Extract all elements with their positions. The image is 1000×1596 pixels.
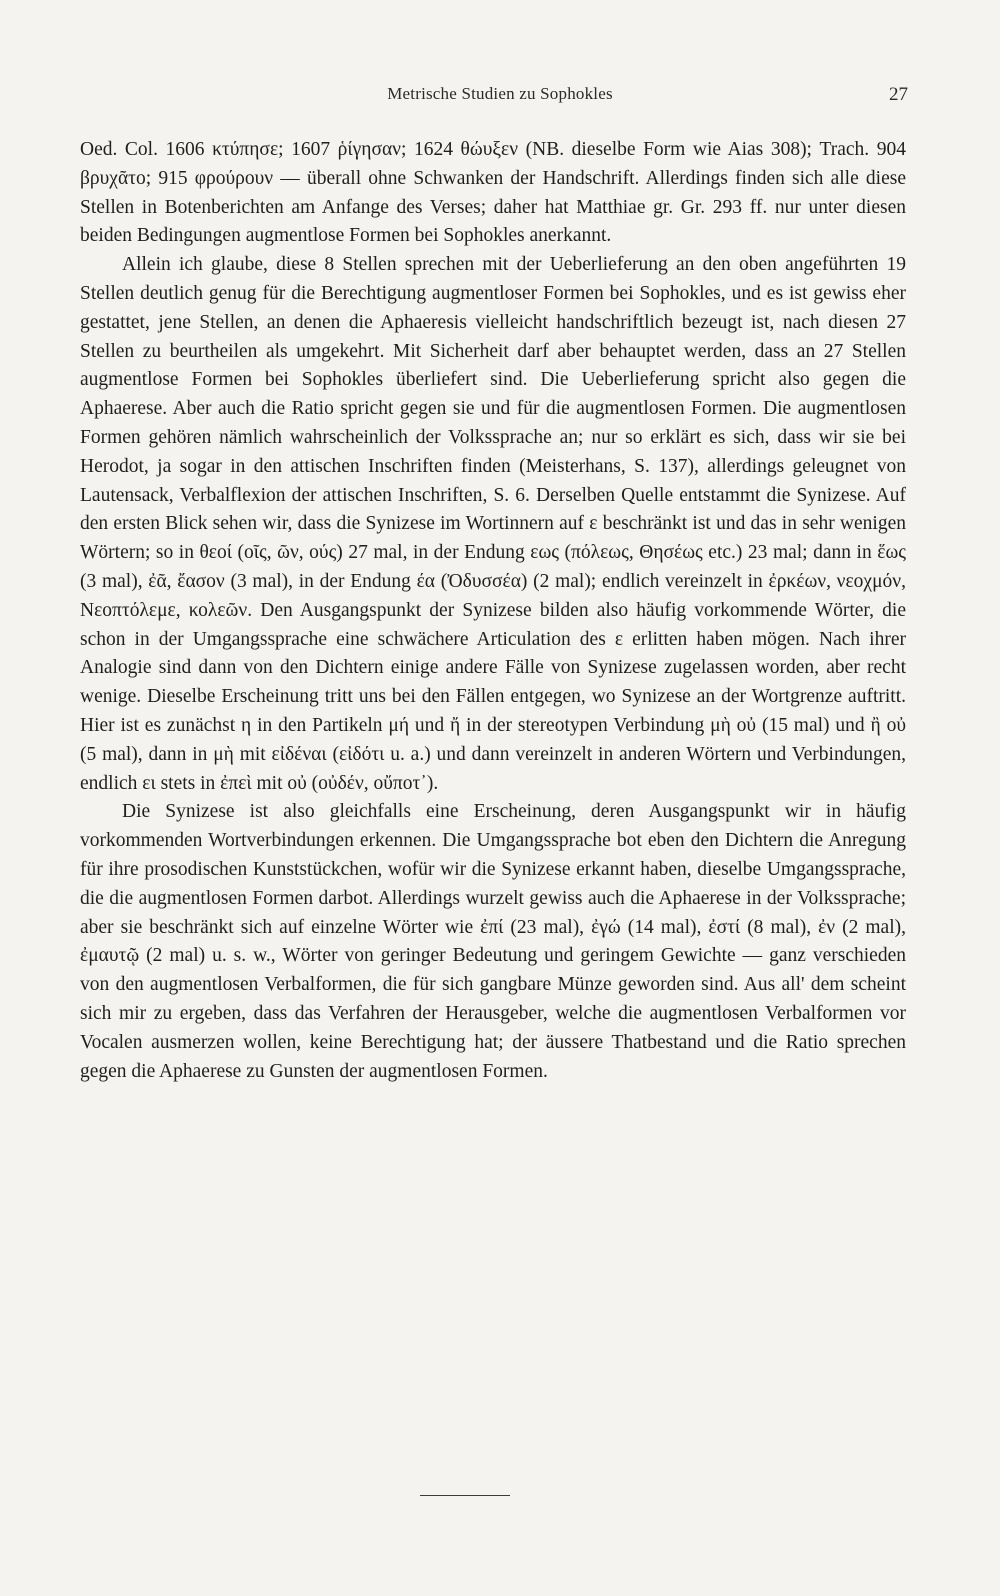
paragraph-1: Oed. Col. 1606 κτύπησε; 1607 ῥίγησαν; 1624 θώυξεν (NB. dieselbe Form wie Aias 308); Trach. 904 βρυχᾶτο; 915 φρούρουν — überall ohne Schwanken der Handschrift. Allerdings finden sich alle diese Stellen in Botenberichten am Anfange des Verses; daher hat Matthiae gr. Gr. 293 ff. nur unter diesen beiden Bedingungen augmentlose Formen bei Sophokles anerkannt. <box>80 139 906 247</box>
paragraph-3: Die Synizese ist also gleichfalls eine Erscheinung, deren Ausgangspunkt wir in häufig vorkommenden Wortverbindungen erkennen. Die Umgangssprache bot eben den Dichtern die Anregung für ihre prosodischen Kunststückchen, wofür wir die Synizese erkannt haben, dieselbe Umgangssprache, die die augmentlosen Formen darbot. Allerdings wurzelt gewiss auch die Aphaerese in der Volkssprache; aber sie beschränkt sich auf einzelne Wörter wie ἐπί (23 mal), ἐγώ (14 mal), ἐστί (8 mal), ἐν (2 mal), ἐμαυτῷ (2 mal) u. s. w., Wörter von geringer Bedeutung und geringem Gewichte — ganz verschieden von den augmentlosen Verbalformen, die für sich gangbare Münze geworden sind. Aus all' dem scheint sich mir zu ergeben, dass das Verfahren der Herausgeber, welche die augmentlosen Verbalformen vor Vocalen ausmerzen wollen, keine Berechtigung hat; der äussere Thatbestand und die Ratio sprechen gegen die Aphaerese zu Gunsten der augmentlosen Formen. <box>80 801 906 1082</box>
end-rule <box>420 1495 510 1496</box>
page-number: 27 <box>889 84 908 105</box>
paragraph-2: Allein ich glaube, diese 8 Stellen sprechen mit der Ueberlieferung an den oben angeführten 19 Stellen deutlich genug für die Berechtigung augmentloser Formen bei Sophokles, und es ist gewiss eher gestattet, jene Stellen, an denen die Aphaeresis vielleicht handschriftlich bezeugt ist, nach diesen 27 Stellen zu beurtheilen als umgekehrt. Mit Sicherheit darf aber behauptet werden, dass an 27 Stellen augmentlose Formen bei Sophokles überliefert sind. Die Ueberlieferung spricht also gegen die Aphaerese. Aber auch die Ratio spricht gegen sie und für die augmentlosen Formen. Die augmentlosen Formen gehören nämlich wahrscheinlich der Volkssprache an; nur so erklärt es sich, dass wir sie bei Herodot, ja sogar in den attischen Inschriften finden (Meisterhans, S. 137), allerdings geleugnet von Lautensack, Verbalflexion der attischen Inschriften, S. 6. Derselben Quelle entstammt die Synizese. Auf den ersten Blick sehen wir, dass die Synizese im Wortinnern auf ε beschränkt ist und das in sehr wenigen Wörtern; so in θεοί (οῖς, ῶν, ούς) 27 mal, in der Endung εως (πόλεως, Θησέως etc.) 23 mal; dann in ἕως (3 mal), ἐᾶ, ἔασον (3 mal), in der Endung έα (Ὀδυσσέα) (2 mal); endlich vereinzelt in ἐρκέων, νεοχμόν, Νεοπτόλεμε, κολεῶν. Den Ausgangspunkt der Synizese bilden also häufig vorkommende Wörter, die schon in der Umgangssprache eine schwächere Articulation des ε erlitten haben mögen. Nach ihrer Analogie sind dann von den Dichtern einige andere Fälle von Synizese zugelassen worden, aber recht wenige. Dieselbe Erscheinung tritt uns bei den Fällen entgegen, wo Synizese an der Wortgrenze auftritt. Hier ist es zunächst η in den Partikeln μή und ἤ in der stereotypen Verbindung μὴ οὐ (15 mal) und ἢ οὐ (5 mal), dann in μὴ mit εἰδέναι (εἰδότι u. a.) und dann vereinzelt in anderen Wörtern und Verbindungen, endlich ει stets in ἐπεὶ mit οὐ (οὐδέν, οὔποτ᾽). <box>80 254 906 794</box>
running-head <box>0 84 1000 112</box>
running-title: Metrische Studien zu Sophokles <box>387 84 613 103</box>
body-text <box>80 136 906 1086</box>
